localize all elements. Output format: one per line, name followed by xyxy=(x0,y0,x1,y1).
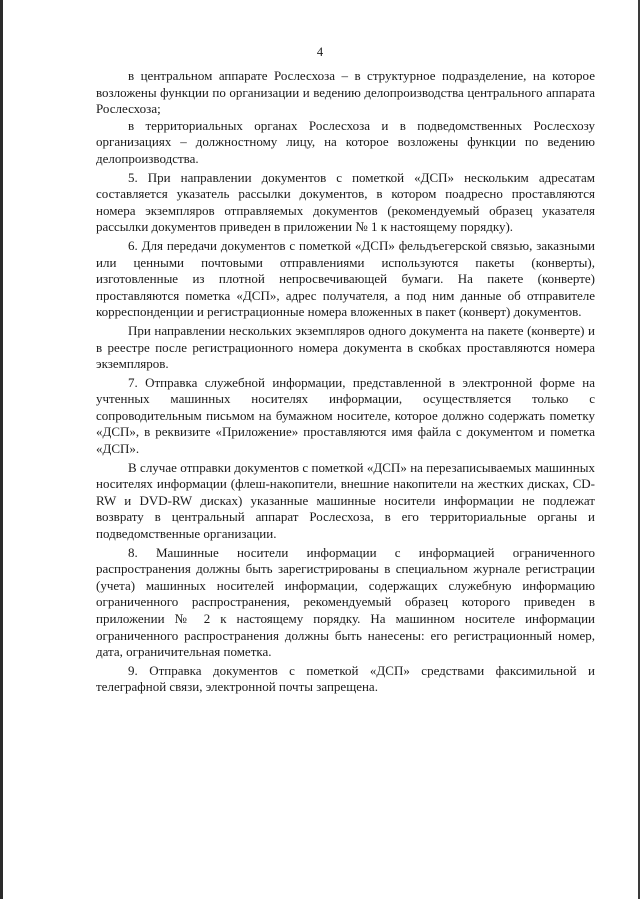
paragraph-rewritable-media: В случае отправки документов с пометкой «ДСП» на перезаписываемых машинных носителях информации (флеш-накопители, внешние накопители на жестких дисках, CD-RW и DVD-RW дисках) указанные машинные носители информации не подлежат возврату в центральный аппарат Рослесхоза, в его территориальные органы и подведомственные организации. xyxy=(96,459,595,542)
paragraph-item-8: 8. Машинные носители информации с информацией ограниченного распространения должны быть зарегистрированы в специальном журнале регистрации (учета) машинных носителей информации, содержащих служебную информацию ограниченного распространения, рекомендуемый образец которого приведен в приложении № 2 к настоящему порядку. На машинном носителе информации ограниченного распространения должны быть нанесены: его регистрационный номер, дата, ограничительная пометка. xyxy=(96,544,595,660)
document-body xyxy=(96,68,595,696)
paragraph-item-7: 7. Отправка служебной информации, представленной в электронной форме на учтенных машинных носителях информации, осуществляется только с сопроводительным письмом на бумажном носителе, которое должно содержать пометку «ДСП», в реквизите «Приложение» проставляются имя файла с документом и пометка «ДСП». xyxy=(96,374,595,457)
scan-edge-left xyxy=(0,0,3,899)
paragraph-item-6: 6. Для передачи документов с пометкой «ДСП» фельдъегерской связью, заказными или ценными почтовыми отправлениями используются пакеты (конверты), изготовленные из плотной непросвечивающей бумаги. На пакете (конверте) проставляются пометка «ДСП», адрес получателя, а под ним данные об отправителе корреспонденции и регистрационные номера вложенных в пакет (конверт) документов. xyxy=(96,237,595,320)
paragraph-item-9: 9. Отправка документов с пометкой «ДСП» средствами факсимильной и телеграфной связи, электронной почты запрещена. xyxy=(96,662,595,695)
paragraph-multiple-copies: При направлении нескольких экземпляров одного документа на пакете (конверте) и в реестре после регистрационного номера документа в скобках проставляются номера экземпляров. xyxy=(96,322,595,372)
paragraph-territorial-bodies: в территориальных органах Рослесхоза и в подведомственных Рослесхозу организациях – должностному лицу, на которое возложены функции по ведению делопроизводства. xyxy=(96,117,595,166)
page-number: 4 xyxy=(316,45,324,59)
paragraph-item-5: 5. При направлении документов с пометкой «ДСП» нескольким адресатам составляется указатель рассылки документов, в котором поадресно проставляются номера экземпляров отправляемых документов (рекомендуемый образец указателя рассылки документов приведен в приложении № 1 к настоящему порядку). xyxy=(96,169,595,235)
paragraph-central-office: в центральном аппарате Рослесхоза – в структурное подразделение, на которое возложены функции по организации и ведению делопроизводства центрального аппарата Рослесхоза; xyxy=(96,68,595,117)
